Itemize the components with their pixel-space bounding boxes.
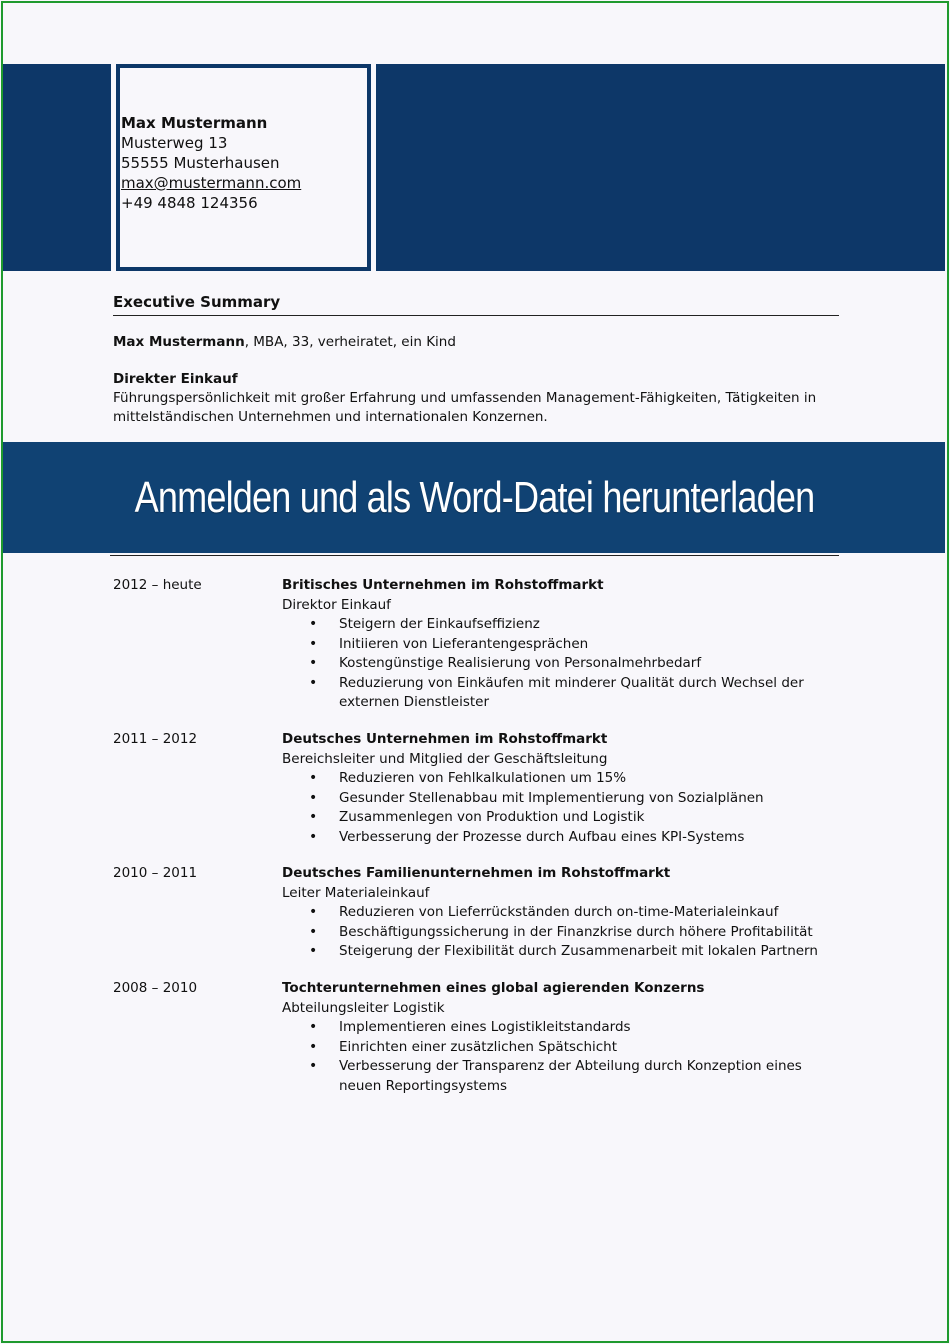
job-role: Leiter Materialeinkauf: [282, 884, 430, 901]
job-bullet: • Initiieren von Lieferantengesprächen: [282, 635, 842, 655]
job-details: [282, 576, 842, 713]
job-company: Tochterunternehmen eines global agierenden Konzerns: [282, 980, 705, 996]
job-bullet: • Steigern der Einkaufseffizienz: [282, 615, 842, 635]
job-details: [282, 864, 842, 962]
job-role: Direktor Einkauf: [282, 596, 391, 613]
job-bullet: • Reduzierung von Einkäufen mit minderer Qualität durch Wechsel der externen Dienstleister: [282, 674, 842, 713]
job-company: Britisches Unternehmen im Rohstoffmarkt: [282, 577, 604, 593]
job-period: 2011 – 2012: [113, 731, 198, 747]
executive-summary-heading: Executive Summary: [113, 293, 839, 316]
header-band-right: [376, 64, 945, 271]
job-bullet: • Beschäftigungssicherung in der Finanzkrise durch höhere Profitabilität: [282, 923, 842, 943]
section-rule: [110, 555, 839, 556]
summary-line: [113, 334, 456, 350]
job-details: [282, 979, 842, 1096]
job-bullet: • Implementieren eines Logistikleitstandards: [282, 1018, 842, 1038]
job-bullets: [282, 1018, 842, 1096]
contact-city: 55555 Musterhausen: [121, 154, 280, 172]
job-bullet: • Gesunder Stellenabbau mit Implementierung von Sozialplänen: [282, 789, 842, 809]
contact-block: [121, 113, 301, 213]
job-period: 2010 – 2011: [113, 865, 198, 881]
summary-name: Max Mustermann: [113, 334, 245, 350]
job-period: 2008 – 2010: [113, 980, 198, 996]
job-bullet: • Reduzieren von Lieferrückständen durch on-time-Materialeinkauf: [282, 903, 842, 923]
header-band-left: [3, 64, 111, 271]
job-bullets: [282, 769, 842, 847]
job-bullets: [282, 903, 842, 962]
summary-details: , MBA, 33, verheiratet, ein Kind: [244, 334, 456, 350]
job-role: Abteilungsleiter Logistik: [282, 999, 445, 1016]
contact-email-link[interactable]: max@mustermann.com: [121, 174, 302, 192]
contact-phone: +49 4848 124356: [121, 194, 258, 212]
job-bullet: • Zusammenlegen von Produktion und Logistik: [282, 808, 842, 828]
job-period: 2012 – heute: [113, 577, 202, 593]
contact-street: Musterweg 13: [121, 134, 228, 152]
job-details: [282, 730, 842, 847]
summary-subheading: Direkter Einkauf: [113, 371, 238, 387]
job-role: Bereichsleiter und Mitglied der Geschäftsleitung: [282, 750, 608, 767]
summary-paragraph: Führungspersönlichkeit mit großer Erfahrung und umfassenden Management-Fähigkeiten, Tätigkeiten in mittelständischen Unternehmen und internationalen Konzernen.: [113, 390, 817, 425]
job-company: Deutsches Familienunternehmen im Rohstoffmarkt: [282, 865, 671, 881]
download-banner[interactable]: [3, 442, 945, 553]
job-bullet: • Kostengünstige Realisierung von Personalmehrbedarf: [282, 654, 842, 674]
contact-name: Max Mustermann: [121, 114, 268, 132]
download-banner-text[interactable]: Anmelden und als Word-Datei herunterladen: [134, 472, 814, 522]
job-bullet: • Verbesserung der Transparenz der Abteilung durch Konzeption eines neuen Reportingsystems: [282, 1057, 842, 1096]
job-bullet: • Verbesserung der Prozesse durch Aufbau eines KPI-Systems: [282, 828, 842, 848]
job-bullet: • Reduzieren von Fehlkalkulationen um 15%: [282, 769, 842, 789]
job-bullet: • Einrichten einer zusätzlichen Spätschicht: [282, 1038, 842, 1058]
job-bullets: [282, 615, 842, 713]
job-company: Deutsches Unternehmen im Rohstoffmarkt: [282, 731, 608, 747]
job-bullet: • Steigerung der Flexibilität durch Zusammenarbeit mit lokalen Partnern: [282, 942, 842, 962]
